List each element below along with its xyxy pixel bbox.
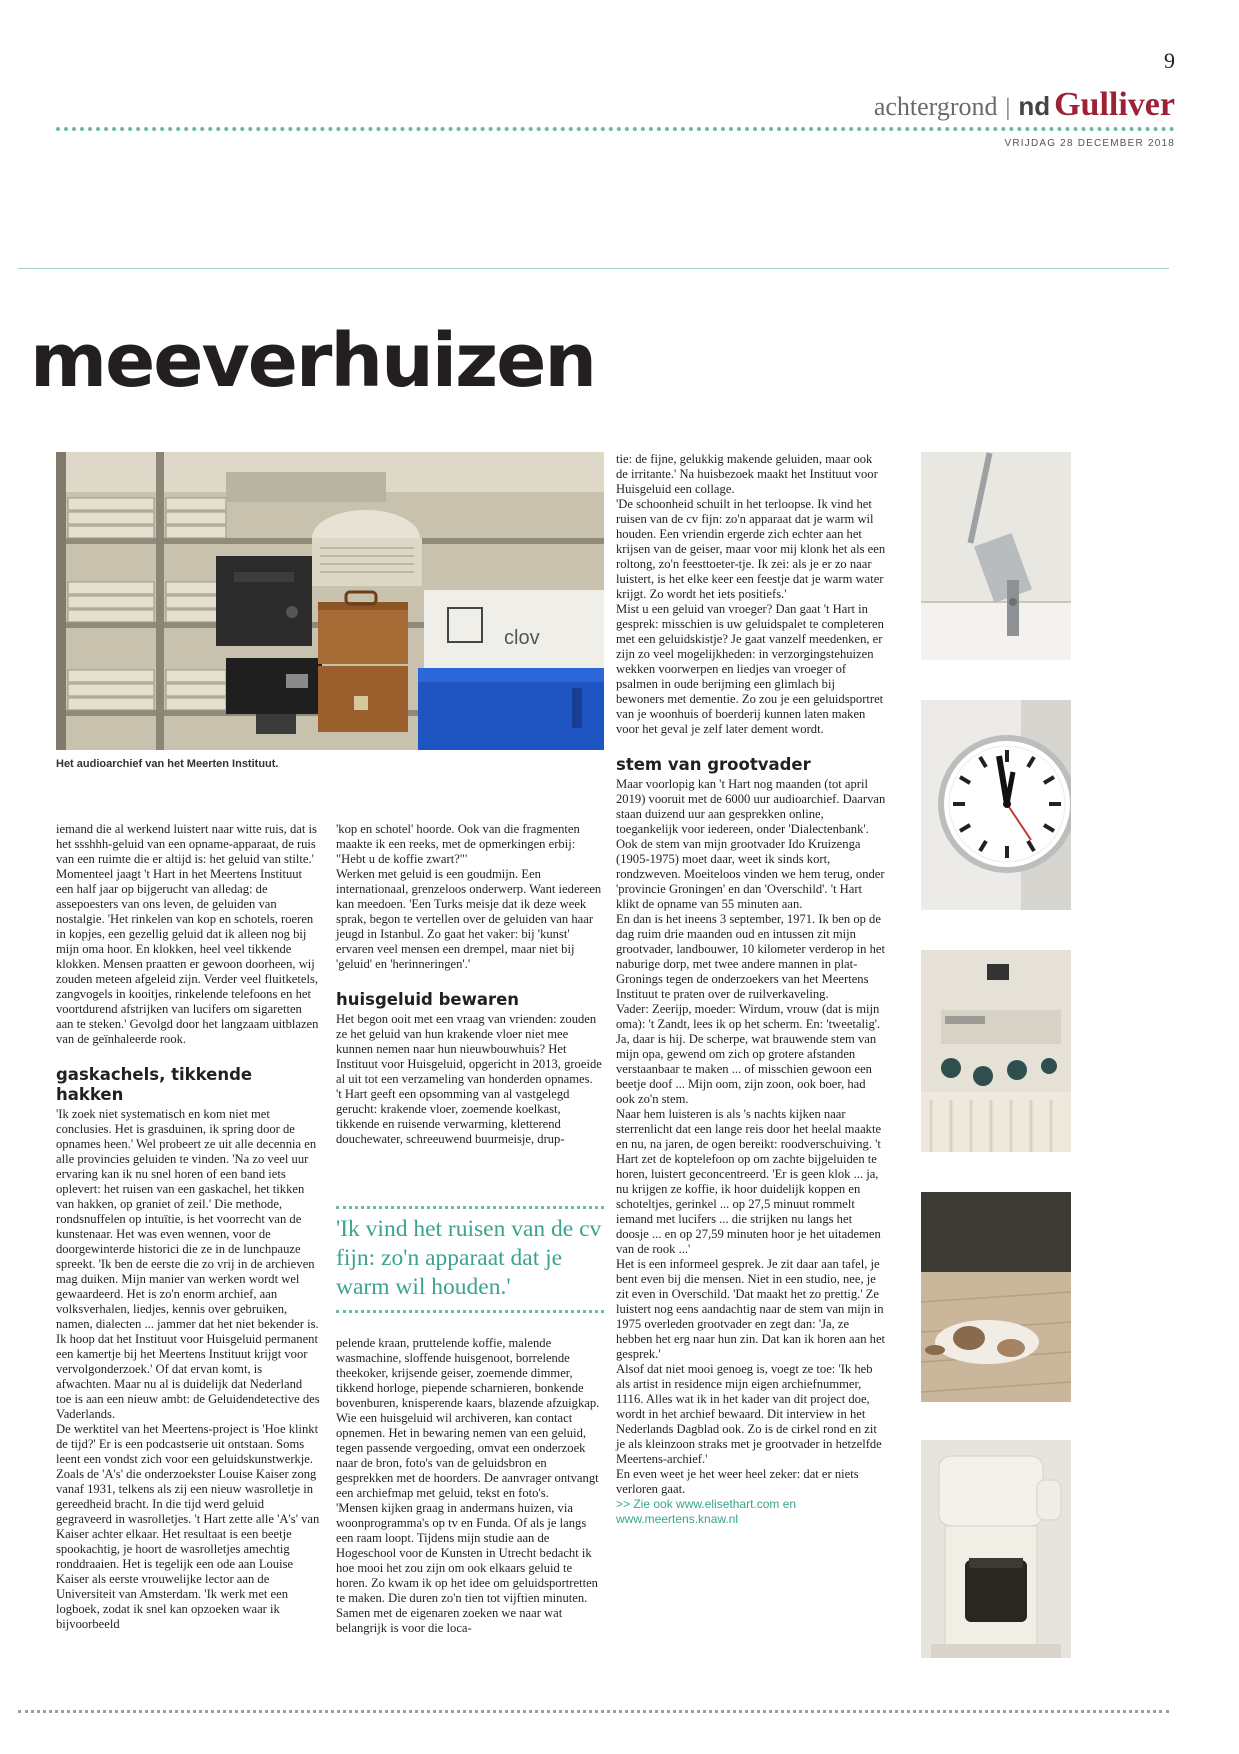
more-info-link[interactable]: >> Zie ook www.elisethart.com en [616,1497,797,1511]
paragraph: 'De schoonheid schuilt in het terloopse. Ik vind het ruisen van de cv fijn: zo'n apparaat dat je warm wil houden. Een vriendin ergerde zich echter aan het krijsen van de geiser, maar voor mij klonk het als een roltong, zo'n feesttoeter-tje. Ik zei: als je er zo naar luistert, is het elke keer een feestje dat je warm water krijgt. Zo wordt het iets positiefs.' [616,497,886,601]
side-photo-clock [921,700,1071,910]
gas-heater-illustration [921,950,1071,1152]
header-thin-rule [18,268,1169,269]
main-photo [56,452,604,750]
paragraph: Alsof dat niet mooi genoeg is, voegt ze toe: 'Ik heb als artist in residence mijn eigen archiefnummer, 1116. Alles wat ik in het kader van dit project doe, wordt in het archief bewaard. Dit interview in het Nederlands Dagblad ook. Zo is de cirkel rond en zit je als kleinzoon straks met je grootvader in hetzelfde Meertens-archief.' [616,1362,882,1466]
section-label: achtergrond [873,92,998,121]
paragraph: Momenteel jaagt 't Hart in het Meertens Instituut een half jaar op bijgerucht van alledag: de assepoesters van ons leven, de geluiden van nostalgie. 'Het rinkelen van kop en schotels, roeren in kopjes, een gezellig geluid dat ik alleen nog bij mijn oma hoor. En klokken, heel veel tikkende klokken. Mensen praatten er gewoon doorheen, wij zouden meteen afgeleid zijn. Verder veel fluitketels, zangvogels in kooitjes, rinkelende telefoons en het voortdurend afstrijken van lucifers om sigaretten aan te steken.' Gevolgd door het langzaam uitblazen van de geïnhaleerde rook. [56,867,319,1046]
paragraph: En even weet je het weer heel zeker: dat er niets verloren gaat. [616,1467,859,1496]
paragraph: 'Ik zoek niet systematisch en kom niet met conclusies. Het is grasduinen, ik spring door de opnames heen.' Wel probeert ze uit alle decennia en alle provincies geluiden te vinden. 'Na zo veel uur ervaring kan ik nu snel horen of een band iets oplevert: het ruisen van een gaskachel, het tikken van hakken, op graniet of zeil.' Die methode, rondsnuffelen op intuïtie, is het voorrecht van de kunstenaar. Het was even wennen, voor de doorgewinterde historici die ze in de lunchpauze spreekt. 'Ik ben de eerste die zo vrij in de archieven mag duiken. Mijn manier van werken wordt wel gewaardeerd. Het is zo'n enorm archief, aan volksverhalen, liedjes, kennis over gebruiken, namen, dialecten ... jammer dat het niet bekender is. Ik hoop dat het Instituut voor Huisgeluid permanent een kamertje bij het Meertens Instituut krijgt voor vervolgonderzoek.' Of dat ervan komt, is afwachten. Maar nu al is duidelijk dat Nederland toe is aan een nieuw ambt: de Geluidendetective des Vaderlands. [56,1107,320,1421]
article-column-2-continued [336,1336,604,1636]
paragraph: Wie een huisgeluid wil archiveren, kan contact opnemen. Het in bewaring nemen van een geluid, tegen passende vergoeding, omvat een onderzoek naar de bron, foto's van de geluidsbron en gesprekken met de hoorders. De aanvrager ontvangt een archiefmap met geluid, tekst en foto's. [336,1411,599,1500]
subheading: huisgeluid bewaren [336,990,520,1009]
side-photo-heater [921,950,1071,1152]
coffee-maker-illustration [921,1440,1071,1658]
brand-name: Gulliver [1054,86,1175,123]
subheading: stem van grootvader [616,755,811,774]
article-column-2 [336,822,604,1147]
pull-quote-bottom-rule [336,1310,604,1313]
article-column-3 [616,452,886,1527]
paragraph: Naar hem luisteren is als 's nachts kijken naar sterrenlicht dat een lange reis door het heelal maakte en nu, na jaren, de ogen bereikt: roodverschuiving. 't Hart zet de koptelefoon op om zachte bijgeluiden te horen, luistert geconcentreerd. 'Er is geen klok ... ja, nu krijgen ze koffie, ik hoor duidelijk koppen en schoteltjes, gerinkel ... op 27,5 minuut rommelt iemand met lucifers ... die strijken nu langs het doosje ... en op 27,59 minuten hoor je het uitademen van de rook ...' [616,1107,882,1256]
brand-prefix: nd [1018,91,1051,121]
paragraph: tie: de fijne, gelukkig makende geluiden, maar ook de irritante.' Na huisbezoek maakt het Instituut voor Huisgeluid een collage. [616,452,878,496]
rabbit-on-floor-illustration [921,1192,1071,1402]
side-photo-rabbit [921,1192,1071,1402]
page-number: 9 [1164,48,1175,73]
issue-date: VRIJDAG 28 DECEMBER 2018 [1004,138,1175,149]
wall-clock-illustration [921,700,1071,910]
paragraph: 'Mensen kijken graag in andermans huizen, via woonprogramma's op tv en Funda. Of als je langs een raam loopt. Tijdens mijn studie aan de Hogeschool voor de Kunsten in Utrecht bedacht ik hoe mooi het zou zijn om ook elkaars geluid te horen. Zo kwam ik op het idee om geluidsportretten te maken. Die duren zo'n tien tot vijftien minuten. Samen met de eigenaren zoeken we naar wat belangrijk is voor die loca- [336,1501,598,1635]
subheading: gaskachels, tikkende hakken [56,1065,253,1104]
paragraph: Vader: Zeerijp, moeder: Wirdum, vrouw (dat is mijn oma): 't Zandt, lees ik op het scherm. En: 'tweetalig'. Ja, daar is hij. De scherpe, wat brauwende stem van mijn opa, gewend om zich op grotere afstanden verstaanbaar te maken ... of misschien gewoon een beetje doof ... Mijn oom, zijn zoon, ook boer, had ook zo'n stem. [616,1002,881,1106]
header-dotted-rule [56,127,1175,131]
paragraph: Het begon ooit met een vraag van vrienden: zouden ze het geluid van hun krakende vloer niet mee kunnen nemen naar hun nieuwbouwhuis? Het Instituut voor Huisgeluid, opgericht in 2013, groeide al uit tot een verzameling van honderden opnames. [336,1012,602,1086]
photo-box-label: clov [504,627,540,649]
paragraph: 't Hart geeft een opsomming van al vastgelegd gerucht: krakende vloer, zoemende koelkast, tikkende en ruisende verwarming, kletterend douchewater, schreeuwend buurmeisje, drup- [336,1087,570,1146]
paragraph: En dan is het ineens 3 september, 1971. Ik ben op de dag ruim drie maanden oud en intussen zit mijn grootvader, landbouwer, 10 kilometer verderop in het naburige dorp, met twee andere mannen in plat-Gronings tegen de onderzoekers van het Meertens Instituut te praten over de ruilverkaveling. [616,912,885,1001]
more-info-link[interactable]: www.meertens.knaw.nl [616,1512,739,1526]
paragraph: Het is een informeel gesprek. Je zit daar aan tafel, je bent even bij die mensen. Niet in een studio, nee, je zit even in Overschild. 'Dat maakt het zo prettig.' Ze luistert nog eens aandachtig naar de stem van mijn in 1975 overleden grootvader en zegt dan: 'Ja, ze hebben het erg naar hun zin. Dat kan ik horen aan het gesprek.' [616,1257,886,1361]
audio-archive-illustration [56,452,604,750]
footer-dotted-rule [18,1710,1169,1713]
pull-quote [336,1206,604,1313]
masthead-separator: | [1005,95,1011,121]
article-column-1 [56,822,320,1632]
paragraph: De werktitel van het Meertens-project is 'Hoe klinkt de tijd?' Er is een podcastserie uit ontstaan. Soms leent een vondst zich voor een geluidskunstwerkje. Zoals de 'A's' die onderzoekster Louise Kaiser zong vanaf 1931, telkens als zij een nieuw wasrolletje in gereedheid bracht. In die tijd werd geluid gegraveerd in wasrolletjes. 't Hart zette alle 'A's' van Kaiser achter elkaar. Het resultaat is een beetje spookachtig, je hoort de wasrolletjes amechtig ronddraaien. Het is tegelijk een ode aan Louise Kaiser als eerste vrouwelijke lector aan de Universiteit van Amsterdam. 'Ik werk met een logboek, zodat ik snel kan opzoeken waar ik bijvoorbeeld [56,1422,320,1631]
paragraph: pelende kraan, pruttelende koffie, malende wasmachine, sloffende huisgenoot, borrelende theekoker, krijsende geiser, zoemende dimmer, tikkend horloge, piepende scharnieren, bonkende bovenburen, knisperende kaars, blazende afzuigkap. [336,1336,600,1410]
paragraph: 'kop en schotel' hoorde. Ook van die fragmenten maakte ik een reeks, met de opmerkingen erbij: "Hebt u de koffie zwart?"' [336,822,580,866]
paragraph: iemand die al werkend luistert naar witte ruis, dat is het ssshhh-geluid van een opname-apparaat, de ruis van een ruimte die er altijd is: het geluid van stilte.' [56,822,317,866]
door-hinge-illustration [921,452,1071,660]
paragraph: Mist u een geluid van vroeger? Dan gaat 't Hart in gesprek: misschien is uw geluidspalet te completeren met een geluidskistje? Je gaat vanzelf meedenken, er zijn zo veel mogelijkheden: in verzorgingstehuizen wekken voorwerpen en liedjes van vroeger of psalmen in oude berijming een glimlach bij bewoners met dementie. Zo zou je een geluidsportret van je woonhuis of boerderij kunnen laten maken voor het geval je zelf later dement wordt. [616,602,884,736]
masthead [874,86,1175,124]
headline: meeverhuizen [30,318,596,404]
pull-quote-text: 'Ik vind het ruisen van de cv fijn: zo'n apparaat dat je warm wil houden.' [336,1216,602,1300]
side-photo-hinge [921,452,1071,660]
paragraph: Maar voorlopig kan 't Hart nog maanden (tot april 2019) vooruit met de 6000 uur audioarchief. Daarvan staan duizend uur aan gesprekken online, toegankelijk voor iedereen, onder 'Dialectenbank'. Ook de stem van mijn grootvader Ido Kruizenga (1905-1975) moet daar, weet ik sinds kort, rondzweven. Moeiteloos vinden we hem terug, onder 'provincie Groningen' en dan 'Overschild'. 't Hart klikt de opname van 55 minuten aan. [616,777,886,911]
photo-caption: Het audioarchief van het Meerten Instituut. [56,758,279,770]
side-photo-coffee-maker [921,1440,1071,1658]
paragraph: Werken met geluid is een goudmijn. Een internationaal, grenzeloos onderwerp. Want iedereen kan meedoen. 'Een Turks meisje dat ik deze week sprak, begon te vertellen over de geluiden van haar jeugd in Istanbul. Zo gaat het vaker: bij 'kunst' ervaren veel mensen een drempel, maar niet bij 'geluid' en 'herinneringen'.' [336,867,602,971]
